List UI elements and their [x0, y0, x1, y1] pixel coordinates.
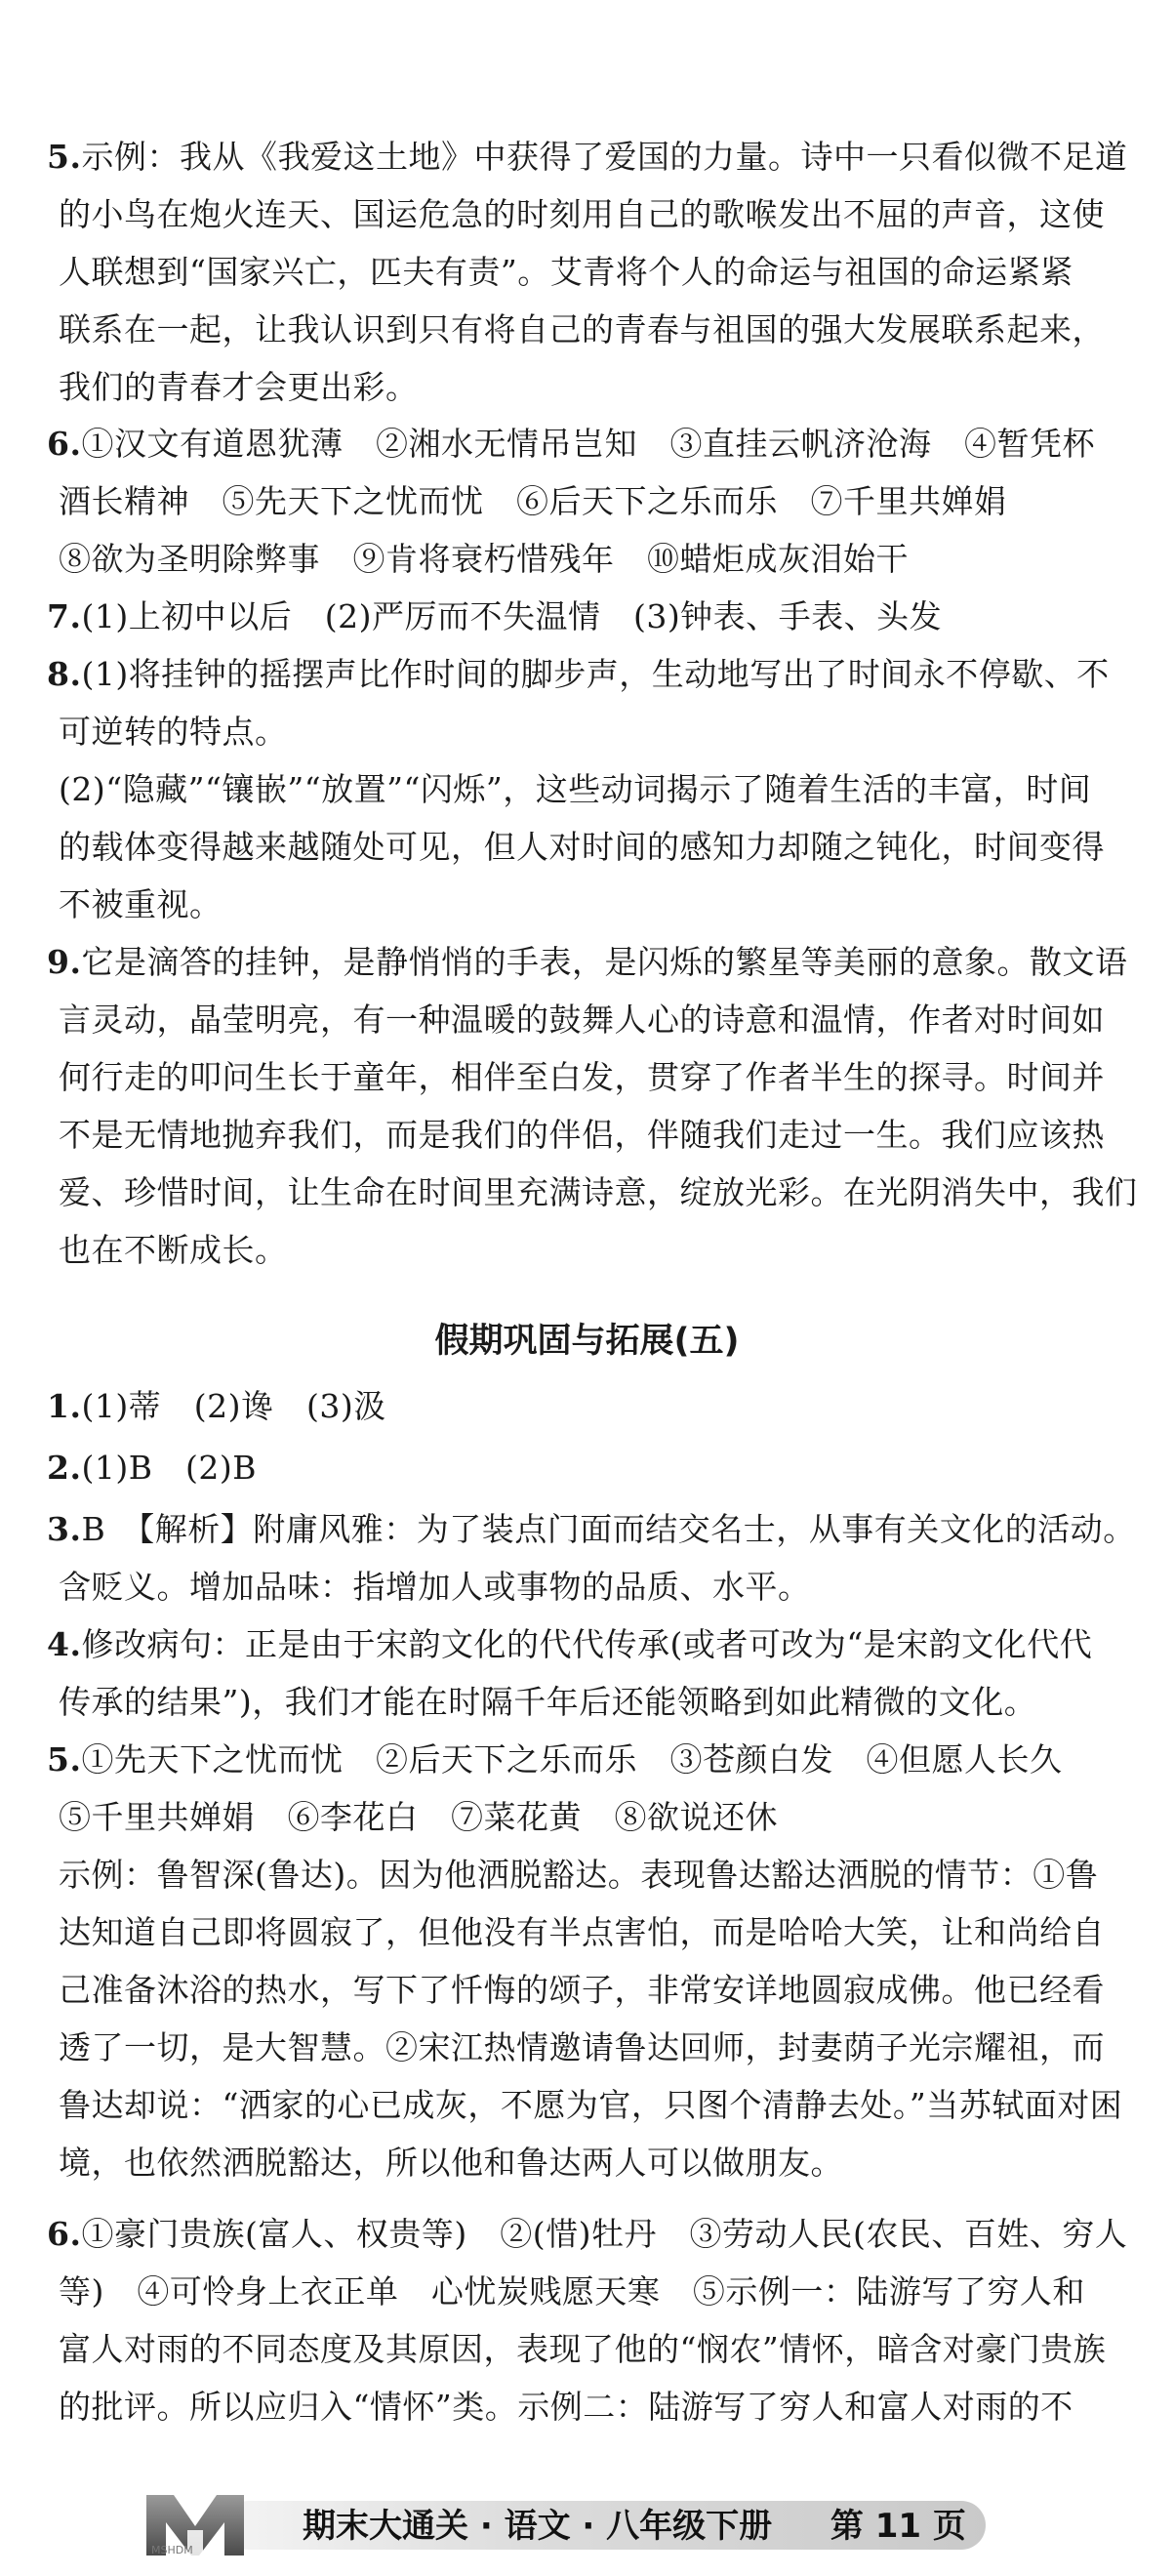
answer-line: 5.①先天下之忧而忧 ②后天下之乐而乐 ③苍颜白发 ④但愿人长久 — [47, 1740, 1063, 1779]
answer-line: 含贬义。增加品味：指增加人或事物的品质、水平。 — [59, 1568, 811, 1606]
answer-line: 传承的结果”)，我们才能在时隔千年后还能领略到如此精微的文化。 — [59, 1683, 1037, 1721]
answer-line: 可逆转的特点。 — [59, 713, 288, 751]
answer-line: 己准备沐浴的热水，写下了忏悔的颂子，非常安详地圆寂成佛。他已经看 — [59, 1971, 1105, 2009]
page-number: 第 11 页 — [830, 2507, 966, 2546]
answer-line: 的载体变得越来越随处可见，但人对时间的感知力却随之钝化，时间变得 — [59, 828, 1105, 866]
section-heading: 假期巩固与拓展(五) — [434, 1322, 740, 1361]
answer-line: 我们的青春才会更出彩。 — [59, 368, 419, 406]
answer-line: 6.①豪门贵族(富人、权贵等) ②(惜)牡丹 ③劳动人民(农民、百姓、穷人 — [47, 2215, 1128, 2253]
answer-line: 何行走的叩问生长于童年，相伴至白发，贯穿了作者半生的探寻。时间并 — [59, 1058, 1105, 1096]
answer-line: 5.示例：我从《我爱这土地》中获得了爱国的力量。诗中一只看似微不足道 — [47, 138, 1128, 176]
page-footer — [0, 2487, 1174, 2565]
answer-line: 联系在一起，让我认识到只有将自己的青春与祖国的强大发展联系起来， — [59, 310, 1105, 348]
answer-line: 6.①汉文有道恩犹薄 ②湘水无情吊岂知 ③直挂云帆济沧海 ④暂凭杯 — [47, 425, 1095, 463]
answer-line: 人联想到“国家兴亡，匹夫有责”。艾青将个人的命运与祖国的命运紧紧 — [59, 253, 1073, 291]
answer-line: ⑧欲为圣明除弊事 ⑨肯将衰朽惜残年 ⑩蜡炬成灰泪始干 — [59, 540, 909, 578]
answer-line: 言灵动，晶莹明亮，有一种温暖的鼓舞人心的诗意和温情，作者对时间如 — [59, 1001, 1105, 1039]
answer-line: 的批评。所以应归入“情怀”类。示例二：陆游写了穷人和富人对雨的不 — [59, 2388, 1073, 2426]
answer-line: 8.(1)将挂钟的摇摆声比作时间的脚步声，生动地写出了时间永不停歇、不 — [47, 655, 1110, 693]
answer-line: 酒长精神 ⑤先天下之忧而忧 ⑥后天下之乐而乐 ⑦千里共婵娟 — [59, 482, 1007, 520]
answer-line: 2.(1)B (2)B — [47, 1449, 257, 1487]
answer-line: 的小鸟在炮火连天、国运危急的时刻用自己的歌喉发出不屈的声音，这使 — [59, 195, 1105, 233]
answer-line: 不被重视。 — [59, 885, 223, 923]
answer-line: 爱、珍惜时间，让生命在时间里充满诗意，绽放光彩。在光阴消失中，我们 — [59, 1173, 1138, 1211]
logo-caption: MSHDM — [151, 2544, 193, 2556]
answer-line: 等) ④可怜身上衣正单 心忧炭贱愿天寒 ⑤示例一：陆游写了穷人和 — [59, 2272, 1085, 2310]
footer-book-title: 期末大通关 · 语文 · 八年级下册 — [303, 2507, 773, 2546]
answer-line: 也在不断成长。 — [59, 1231, 288, 1269]
answer-line: 达知道自己即将圆寂了，但他没有半点害怕，而是哈哈大笑，让和尚给自 — [59, 1913, 1105, 1951]
answer-line: (2)“隐藏”“镶嵌”“放置”“闪烁”，这些动词揭示了随着生活的丰富，时间 — [59, 770, 1092, 808]
answer-line: 不是无情地抛弃我们，而是我们的伴侣，伴随我们走过一生。我们应该热 — [59, 1116, 1105, 1154]
answer-line: 富人对雨的不同态度及其原因，表现了他的“悯农”情怀，暗含对豪门贵族 — [59, 2330, 1107, 2368]
footer-title — [303, 2505, 966, 2548]
answer-line: 4.修改病句：正是由于宋韵文化的代代传承(或者可改为“是宋韵文化代代 — [47, 1625, 1093, 1663]
answer-line: 境，也依然洒脱豁达，所以他和鲁达两人可以做朋友。 — [59, 2144, 843, 2182]
answer-line: 3.B 【解析】附庸风雅：为了装点门面而结交名士，从事有关文化的活动。 — [47, 1510, 1136, 1548]
answer-line: 9.它是滴答的挂钟，是静悄悄的手表，是闪烁的繁星等美丽的意象。散文语 — [47, 943, 1128, 981]
answer-line: 1.(1)蒂 (2)谗 (3)汲 — [47, 1387, 386, 1425]
answer-line: 透了一切，是大智慧。②宋江热情邀请鲁达回师，封妻荫子光宗耀祖，而 — [59, 2028, 1105, 2066]
answer-line: 鲁达却说：“洒家的心已成灰，不愿为官，只图个清静去处。”当苏轼面对困 — [59, 2086, 1123, 2124]
answer-line: 7.(1)上初中以后 (2)严厉而不失温情 (3)钟表、手表、头发 — [47, 597, 943, 635]
answer-line: ⑤千里共婵娟 ⑥李花白 ⑦菜花黄 ⑧欲说还休 — [59, 1798, 778, 1836]
answer-line: 示例：鲁智深(鲁达)。因为他洒脱豁达。表现鲁达豁达洒脱的情节：①鲁 — [59, 1856, 1099, 1894]
